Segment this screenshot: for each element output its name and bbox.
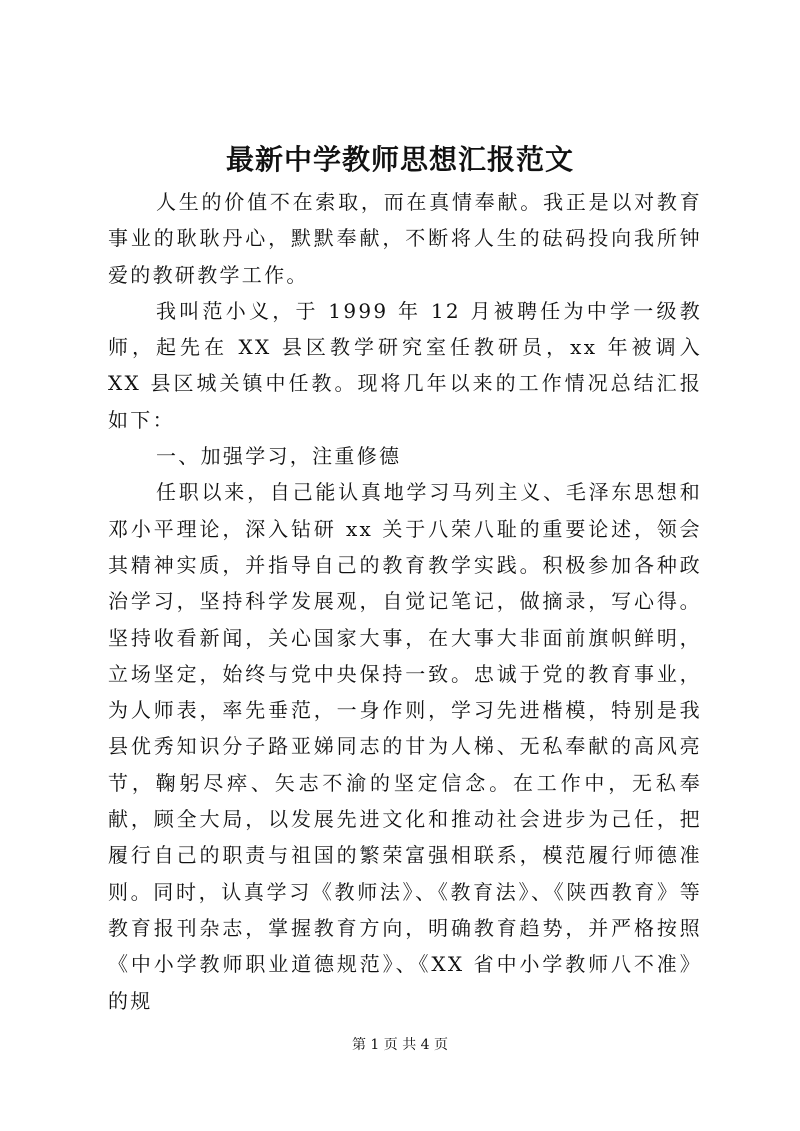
paragraph-intro: 人生的价值不在索取，而在真情奉献。我正是以对教育事业的耿耿丹心，默默奉献，不断将人生的砝码投向我所钟爱的教研教学工作。 [108,190,702,287]
page-number-footer: 第 1 页 共 4 页 [351,1037,449,1053]
paragraph-study-details: 任职以来，自己能认真地学习马列主义、毛泽东思想和邓小平理论，深入钻研 xx 关于八荣八耻的重要论述，领会其精神实质，并指导自己的教育教学实践。积极参加各种政治学习，坚持科学发展观，自觉记笔记，做摘录，写心得。坚持收看新闻，关心国家大事，在大事大非面前旗帜鲜明，立场坚定，始终与党中央保持一致。忠诚于党的教育事业，为人师表，率先垂范，一身作则，学习先进楷模，特别是我县优秀知识分子路亚娣同志的甘为人梯、无私奉献的高风亮节，鞠躬尽瘁、矢志不渝的坚定信念。在工作中，无私奉献，顾全大局，以发展先进文化和推动社会进步为己任，把履行自己的职责与祖国的繁荣富强相联系，模范履行师德准则。同时，认真学习《教师法》、《教育法》、《陕西教育》等教育报刊杂志，掌握教育方向，明确教育趋势，并严格按照《中小学教师职业道德规范》、《XX 省中小学教师八不准》的规 [108,480,702,1013]
paragraph-self-introduction: 我叫范小义，于 1999 年 12 月被聘任为中学一级教师，起先在 XX 县区教学研究室任教研员，xx 年被调入 XX 县区城关镇中任教。现将几年以来的工作情况总结汇报如下： [108,298,702,432]
section-heading-study: 一、加强学习，注重修德 [156,444,402,469]
document-body [108,184,702,1019]
document-title: 最新中学教师思想汇报范文 [225,143,574,176]
